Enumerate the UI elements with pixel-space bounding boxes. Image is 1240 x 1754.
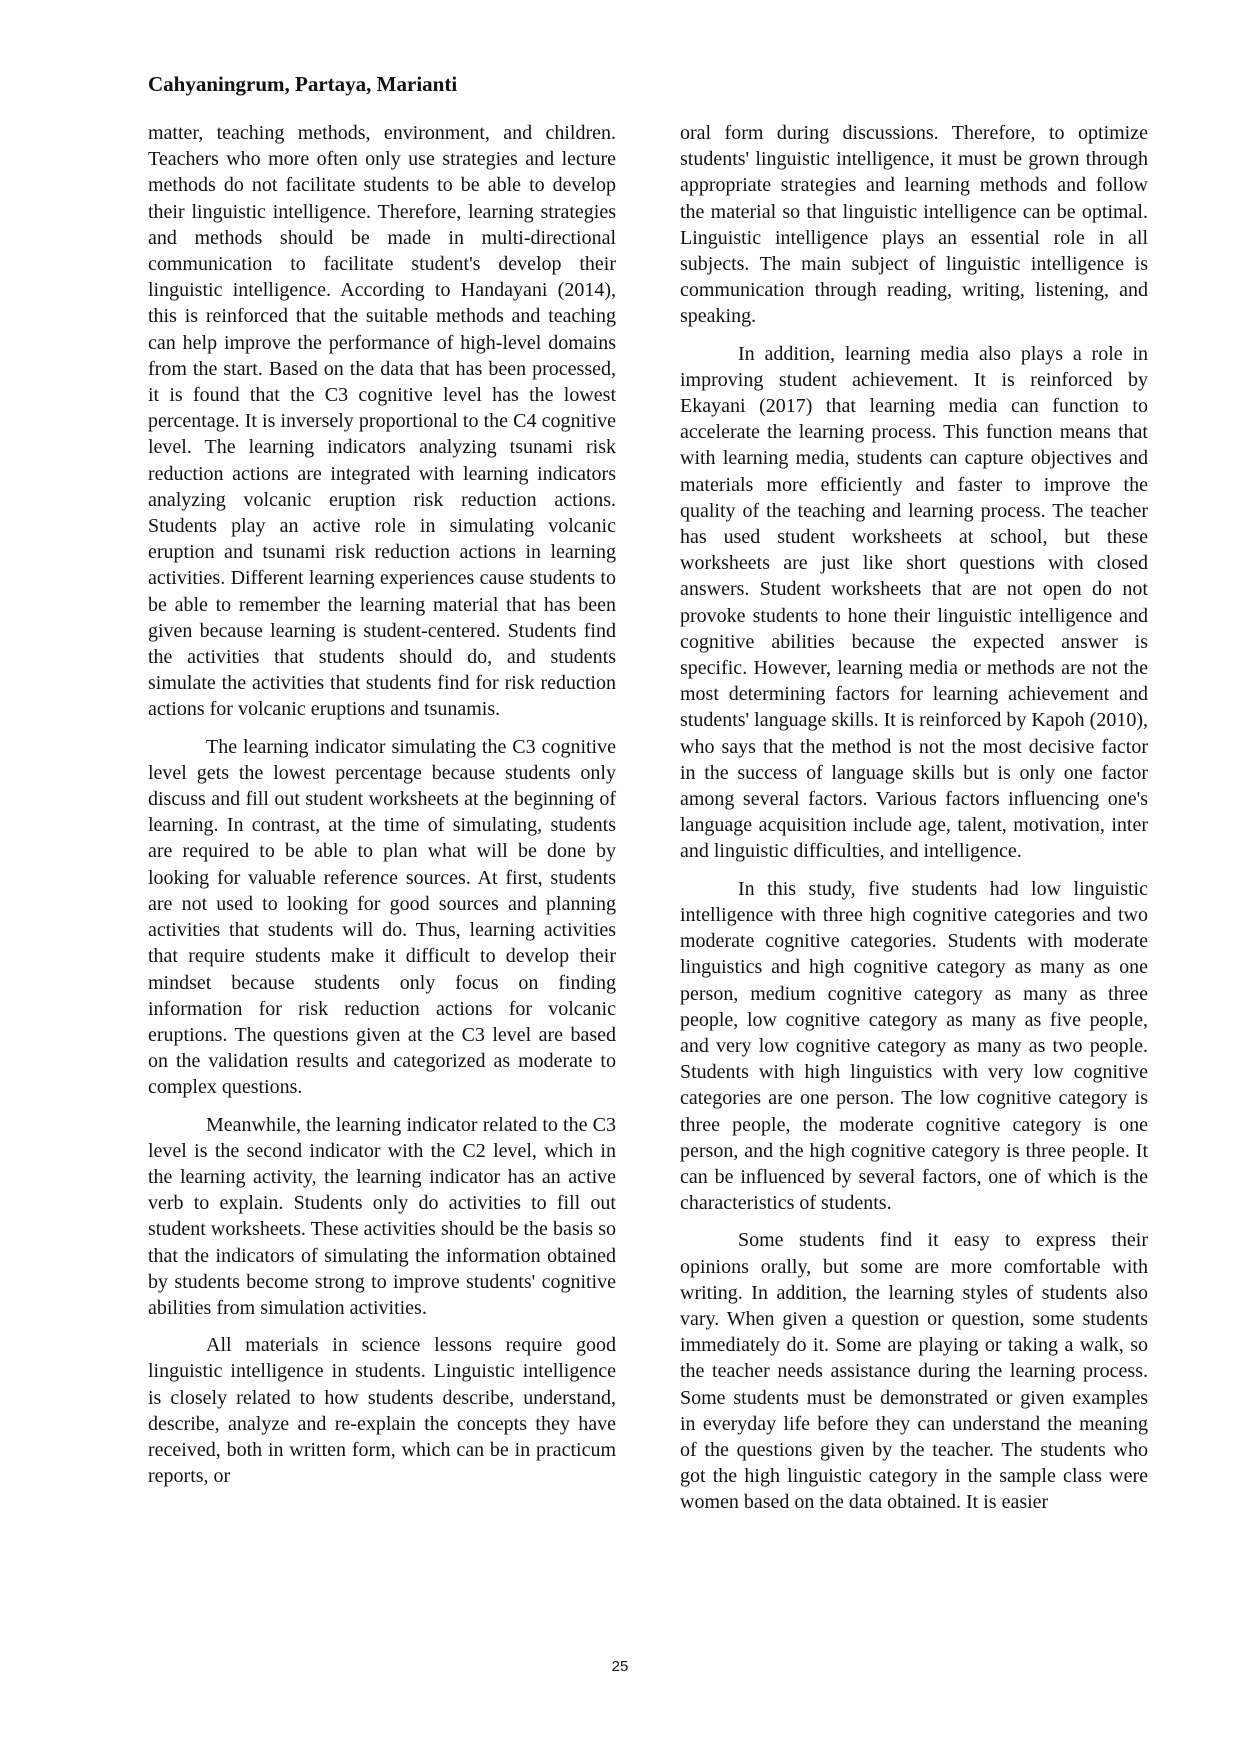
paragraph: In this study, five students had low linguistic intelligence with three high cognitive categories and two moderate cognitive categories. Students with moderate linguistics and high cognitive category as many as one person, medium cognitive category as many as three people, low cognitive category as many as five people, and very low cognitive category as many as two people. Students with high linguistics with very low cognitive categories are one person. The low cognitive category is three people, the moderate cognitive category is one person, and the high cognitive category is three people. It can be influenced by several factors, one of which is the characteristics of students. (680, 877, 1148, 1215)
paragraph: In addition, learning media also plays a role in improving student achievement. It is reinforced by Ekayani (2017) that learning media can function to accelerate the learning process. This function means that with learning media, students can capture objectives and materials more efficiently and faster to improve the quality of the teaching and learning process. The teacher has used student worksheets at school, but these worksheets are just like short questions with closed answers. Student worksheets that are not open do not provoke students to hone their linguistic intelligence and cognitive abilities because the expected answer is specific. However, learning media or methods are not the most determining factors for learning achievement and students' language skills. It is reinforced by Kapoh (2010), who says that the method is not the most decisive factor in the success of language skills but is only one factor among several factors. Various factors influencing one's language acquisition include age, talent, motivation, inter and linguistic difficulties, and intelligence. (680, 342, 1148, 863)
paragraph: Meanwhile, the learning indicator related to the C3 level is the second indicator with the C2 level, which in the learning activity, the learning indicator has an active verb to explain. Students only do activities to fill out student worksheets. These activities should be the basis so that the indicators of simulating the information obtained by students become strong to improve students' cognitive abilities from simulation activities. (148, 1113, 616, 1319)
paragraph: matter, teaching methods, environment, and children. Teachers who more often only use strategies and lecture methods do not facilitate students to be able to develop their linguistic intelligence. Therefore, learning strategies and methods should be made in multi-directional communication to facilitate student's develop their linguistic intelligence. According to Handayani (2014), this is reinforced that the suitable methods and teaching can help improve the performance of high-level domains from the start. Based on the data that has been processed, it is found that the C3 cognitive level has the lowest percentage. It is inversely proportional to the C4 cognitive level. The learning indicators analyzing tsunami risk reduction actions are integrated with learning indicators analyzing volcanic eruption risk reduction actions. Students play an active role in simulating volcanic eruption and tsunami risk reduction actions in learning activities. Different learning experiences cause students to be able to remember the learning material that has been given because learning is student-centered. Students find the activities that students should do, and students simulate the activities that students find for risk reduction actions for volcanic eruptions and tsunamis. (148, 122, 616, 721)
paragraph: All materials in science lessons require good linguistic intelligence in students. Linguistic intelligence is closely related to how students describe, understand, describe, analyze and re-explain the concepts they have received, both in written form, which can be in practicum reports, or (148, 1334, 616, 1488)
running-header-authors: Cahyaningrum, Partaya, Marianti (148, 72, 458, 96)
paragraph: The learning indicator simulating the C3 cognitive level gets the lowest percentage because students only discuss and fill out student worksheets at the beginning of learning. In contrast, at the time of simulating, students are required to be able to plan what will be done by looking for valuable reference sources. At first, students are not used to looking for good sources and planning activities that students will do. Thus, learning activities that require students make it difficult to develop their mindset because students only focus on finding information for risk reduction actions for volcanic eruptions. The questions given at the C3 level are based on the validation results and categorized as moderate to complex questions. (148, 735, 616, 1099)
page-number: 25 (611, 1658, 629, 1675)
right-column (680, 120, 1148, 1527)
left-column (148, 120, 616, 1500)
paragraph: oral form during discussions. Therefore, to optimize students' linguistic intelligence, it must be grown through appropriate strategies and learning methods and follow the material so that linguistic intelligence can be optimal. Linguistic intelligence plays an essential role in all subjects. The main subject of linguistic intelligence is communication through reading, writing, listening, and speaking. (680, 122, 1148, 328)
paragraph: Some students find it easy to express their opinions orally, but some are more comfortable with writing. In addition, the learning styles of students also vary. When given a question or question, some students immediately do it. Some are playing or taking a walk, so the teacher needs assistance during the learning process. Some students must be demonstrated or given examples in everyday life before they can understand the meaning of the questions given by the teacher. The students who got the high linguistic category in the sample class were women based on the data obtained. It is easier (680, 1229, 1148, 1514)
